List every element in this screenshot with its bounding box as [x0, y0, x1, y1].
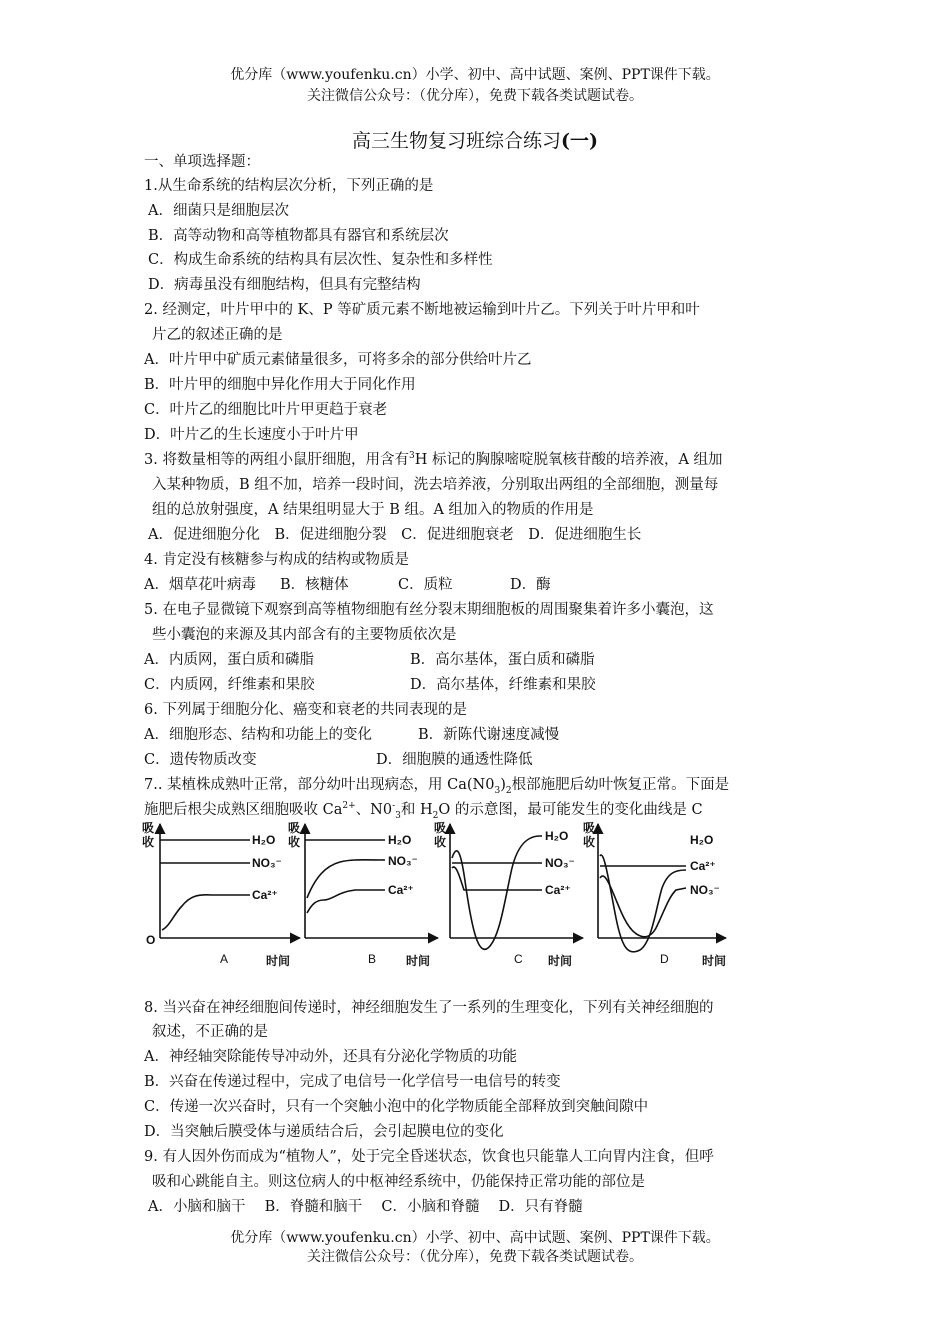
q8-stem-line-1: 8. 当兴奋在神经细胞间传递时，神经细胞发生了一系列的生理变化，下列有关神经细胞的 — [144, 1000, 714, 1016]
q6-option-c: C．遗传物质改变 — [144, 752, 257, 768]
q7-stem-line-1: 7.. 某植株成熟叶正常，部分幼叶出现病态，用 $Ca(N0_3)_2$根部施肥后幼叶恢复正常。下面是 — [144, 777, 730, 796]
q9-options: A．小脑和脑干 B．脊髓和脑干 C．小脑和脊髓 D．只有脊髓 — [148, 1199, 583, 1215]
panel-a-y-label-2: 收 — [142, 835, 155, 849]
panel-a-ca-curve — [162, 895, 250, 930]
panel-b-letter: B — [368, 952, 377, 966]
q4-option-d: D．酶 — [510, 577, 551, 593]
section-heading: 一、单项选择题： — [144, 154, 260, 170]
q1-option-b: B．高等动物和高等植物都具有器官和系统层次 — [148, 228, 449, 244]
q2-option-c: C．叶片乙的细胞比叶片甲更趋于衰老 — [144, 402, 388, 418]
panel-d-label-nitrate: NO₃⁻ — [690, 883, 720, 897]
panel-a-label-calcium: Ca²⁺ — [252, 888, 278, 902]
panel-b-axes — [305, 824, 438, 938]
panel-c-label-water: H₂O — [545, 829, 569, 843]
panel-a-label-nitrate: NO₃⁻ — [252, 856, 282, 870]
page-footer-line-1: 优分库（www.youfenku.cn）小学、初中、高中试题、案例、PPT课件下载。 — [230, 1230, 720, 1246]
panel-d-y-label-1: 吸 — [583, 821, 596, 835]
panel-a-y-label-1: 吸 — [142, 821, 155, 835]
q1-option-d: D．病毒虽没有细胞结构，但具有完整结构 — [148, 277, 421, 293]
panel-a-label-water: H₂O — [252, 833, 276, 847]
panel-a-x-label: 时间 — [266, 954, 291, 968]
panel-a-origin: O — [146, 933, 156, 947]
q9-stem-line-2: 吸和心跳能自主。则这位病人的中枢神经系统中，仍能保持正常功能的部位是 — [152, 1174, 645, 1190]
q6-stem: 6. 下列属于细胞分化、癌变和衰老的共同表现的是 — [144, 702, 467, 718]
panel-d-ca-curve — [600, 876, 686, 937]
panel-b-ca-curve — [307, 890, 385, 913]
q6-options-row-2 — [144, 750, 533, 770]
q4-option-a: A．烟草花叶病毒 — [144, 577, 256, 593]
q5-option-d: D．高尔基体，纤维素和果胶 — [410, 677, 596, 693]
panel-a-axes — [160, 824, 300, 938]
q8-option-c: C．传递一次兴奋时，只有一个突触小泡中的化学物质能全部释放到突触间隙中 — [144, 1099, 649, 1115]
panel-d-letter: D — [660, 952, 669, 966]
panel-c-h2o-curve — [452, 836, 542, 949]
q6-option-a: A．细胞形态、结构和功能上的变化 — [144, 727, 372, 743]
q3-stem-line-2: 入某种物质，B 组不加，培养一段时间，洗去培养液，分别取出两组的全部细胞，测量每 — [152, 477, 719, 493]
panel-d-label-calcium: Ca²⁺ — [690, 859, 716, 873]
q6-option-b: B．新陈代谢速度减慢 — [418, 727, 560, 743]
panel-c-letter: C — [514, 952, 523, 966]
panel-c-label-nitrate: NO₃⁻ — [545, 856, 575, 870]
q5-option-a: A．内质网，蛋白质和磷脂 — [144, 652, 314, 668]
q4-stem: 4. 肯定没有核糖参与构成的结构或物质是 — [144, 552, 409, 568]
q3-stem-line-1: 3. 将数量相等的两组小鼠肝细胞，用含有$^3$H 标记的胸腺嘧啶脱氧核苷酸的培养液，A 组加 — [144, 451, 723, 468]
q1-stem: 1.从生命系统的结构层次分析，下列正确的是 — [144, 178, 434, 194]
q2-stem-line-2: 片乙的叙述正确的是 — [152, 327, 283, 343]
panel-b-y-label-1: 吸 — [288, 821, 301, 835]
q9-stem-line-1: 9. 有人因外伤而成为“植物人”，处于完全昏迷状态，饮食也只能靠人工向胃内注食，但呼 — [144, 1149, 714, 1165]
q5-options-row-1 — [144, 650, 595, 670]
q2-option-a: A．叶片甲中矿质元素储量很多，可将多余的部分供给叶片乙 — [144, 352, 532, 368]
q2-stem-line-1: 2. 经测定，叶片甲中的 K、P 等矿质元素不断地被运输到叶片乙。下列关于叶片甲和叶 — [144, 302, 700, 318]
q5-option-c: C．内质网，纤维素和果胶 — [144, 677, 315, 693]
panel-d-x-label: 时间 — [702, 954, 727, 968]
q8-option-b: B．兴奋在传递过程中，完成了电信号一化学信号一电信号的转变 — [144, 1074, 561, 1090]
panel-c-y-label-1: 吸 — [434, 821, 447, 835]
q4-option-c: C．质粒 — [398, 577, 453, 593]
q3-options: A．促进细胞分化 B．促进细胞分裂 C．促进细胞衰老 D．促进细胞生长 — [148, 527, 642, 543]
q5-stem-line-2: 些小囊泡的来源及其内部含有的主要物质依次是 — [152, 627, 457, 643]
q2-option-d: D．叶片乙的生长速度小于叶片甲 — [144, 427, 359, 443]
q1-option-c: C．构成生命系统的结构具有层次性、复杂性和多样性 — [148, 252, 493, 268]
q5-stem-line-1: 5. 在电子显微镜下观察到高等植物细胞有丝分裂末期细胞板的周围聚集着许多小囊泡，这 — [144, 602, 714, 618]
q7-stem-line-2: 施肥后根尖成熟区细胞吸收 $Ca^{2+}$、$N0^-_3$和 $H_2O$ 的示意图，最可能发生的变化曲线是 C — [144, 801, 703, 821]
q7-absorption-figure — [140, 818, 740, 973]
page-title: 高三生物复习班综合练习(一) — [352, 130, 598, 152]
q5-option-b: B．高尔基体，蛋白质和磷脂 — [410, 652, 595, 668]
q1-option-a: A．细菌只是细胞层次 — [148, 203, 289, 219]
panel-a-letter: A — [220, 952, 229, 966]
q4-options — [144, 575, 551, 595]
q4-option-b: B．核糖体 — [280, 577, 349, 593]
q6-options-row-1 — [144, 725, 559, 745]
q8-option-d: D．当突触后膜受体与递质结合后，会引起膜电位的变化 — [144, 1124, 504, 1140]
panel-d-label-water: H₂O — [690, 833, 714, 847]
q5-options-row-2 — [144, 675, 596, 695]
q6-option-d: D．细胞膜的通透性降低 — [376, 752, 533, 768]
panel-b-label-nitrate: NO₃⁻ — [388, 854, 418, 868]
panel-b-x-label: 时间 — [406, 954, 431, 968]
panel-c-label-calcium: Ca²⁺ — [545, 883, 571, 897]
panel-b-label-water: H₂O — [388, 833, 412, 847]
page-header-line-1: 优分库（www.youfenku.cn）小学、初中、高中试题、案例、PPT课件下载。 — [230, 67, 720, 83]
q2-option-b: B．叶片甲的细胞中异化作用大于同化作用 — [144, 377, 416, 393]
panel-b-label-calcium: Ca²⁺ — [388, 883, 414, 897]
panel-d-y-label-2: 收 — [583, 835, 596, 849]
page-header-line-2: 关注微信公众号：（优分库），免费下载各类试题试卷。 — [307, 88, 643, 104]
q8-option-a: A．神经轴突除能传导冲动外，还具有分泌化学物质的功能 — [144, 1049, 517, 1065]
q8-stem-line-2: 叙述，不正确的是 — [152, 1024, 268, 1040]
q3-stem-line-3: 组的总放射强度，A 结果组明显大于 B 组。A 组加入的物质的作用是 — [152, 502, 594, 518]
panel-c-x-label: 时间 — [548, 954, 573, 968]
page-footer-line-2: 关注微信公众号：（优分库），免费下载各类试题试卷。 — [307, 1249, 643, 1265]
panel-b-y-label-2: 收 — [288, 835, 301, 849]
panel-c-y-label-2: 收 — [434, 835, 447, 849]
